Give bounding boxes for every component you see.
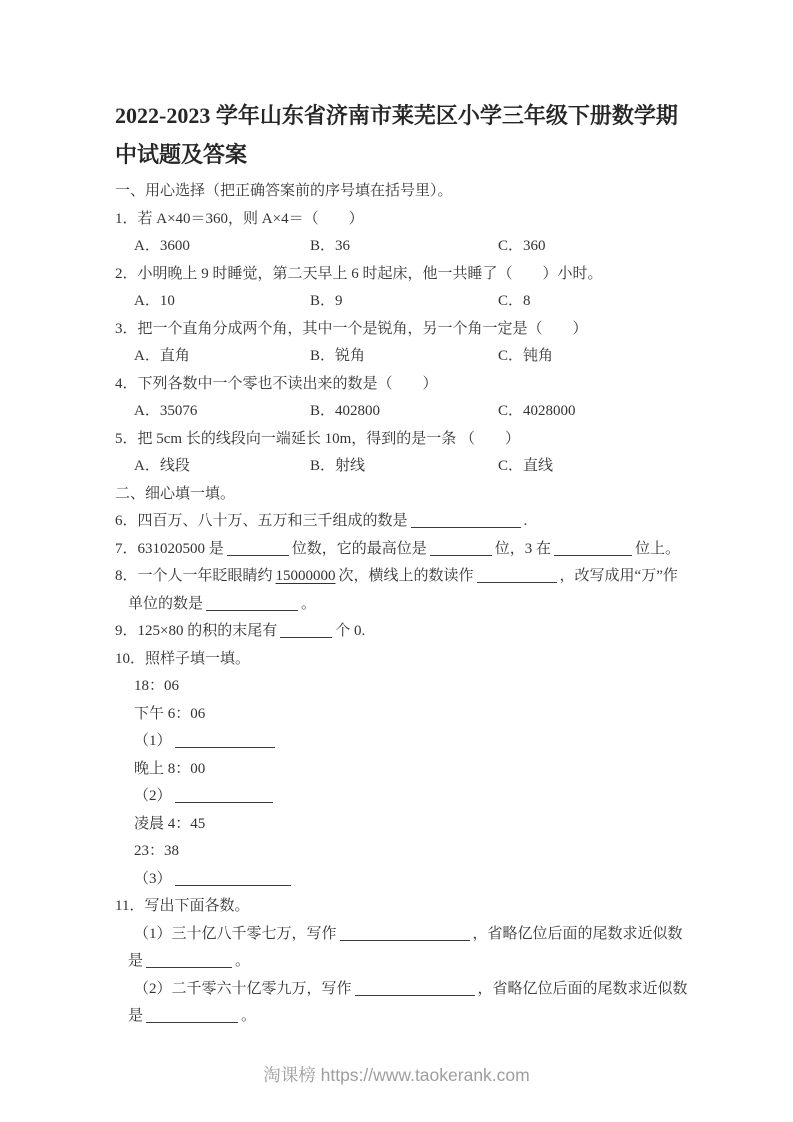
answer-blank: [280, 621, 332, 638]
footer-watermark: 淘课榜 https://www.taokerank.com: [263, 1065, 530, 1085]
question-1-options: [115, 233, 691, 261]
option-b: B．锐角: [310, 348, 366, 364]
question-10-blank-1: （1）: [115, 728, 691, 756]
option-c: C．直线: [498, 458, 554, 474]
option-a: A．35076: [134, 403, 198, 419]
answer-blank: [175, 869, 291, 886]
option-a: A．直角: [134, 348, 190, 364]
question-4-text: 4．下列各数中一个零也不读出来的数是（ ）: [115, 375, 438, 392]
answer-blank: [175, 786, 273, 803]
section1-heading: 一、用心选择（把正确答案前的序号填在括号里）。: [115, 183, 453, 199]
question-10-time: 18：06: [134, 678, 180, 694]
answer-blank: [175, 731, 275, 748]
question-5-options: [115, 453, 691, 481]
question-8-line1: 8．一个人一年眨眼睛约 15000000 次，横线上的数读作 ，改写成用“万”作: [115, 568, 678, 584]
question-10-blank-3: （3）: [115, 866, 691, 894]
question-10-time: 下午 6：06: [134, 705, 206, 722]
question-3-text: 3．把一个直角分成两个角，其中一个是锐角，另一个角一定是（ ）: [115, 320, 588, 337]
answer-blank: [355, 979, 475, 996]
answer-blank: [146, 1006, 238, 1023]
option-b: B．36: [310, 238, 351, 254]
question-8-text: 8．一个人一年眨眼睛约: [115, 568, 273, 584]
question-8-line2: 单位的数是 。: [128, 595, 317, 612]
question-1-text: 1．若 A×40＝360，则 A×4＝（ ）: [115, 210, 364, 227]
question-5-text: 5．把 5cm 长的线段向一端延长 10m，得到的是一条 （ ）: [115, 430, 520, 447]
question-6-text-end: .: [523, 513, 528, 529]
answer-blank: [227, 539, 289, 556]
underlined-number: 15000000: [275, 568, 336, 584]
answer-blank: [430, 539, 492, 556]
answer-blank: [411, 511, 521, 528]
option-a: A．10: [134, 293, 175, 309]
question-4-options: [115, 398, 691, 426]
option-c: C．钝角: [498, 348, 554, 364]
section2-heading: 二、细心填一填。: [115, 485, 236, 502]
page-title: 2022-2023 学年山东省济南市莱芜区小学三年级下册数学期中试题及答案: [115, 103, 678, 167]
question-7: 7．631020500 是 位数，它的最高位是 位，3 在 位上。: [115, 540, 681, 557]
option-c: C．360: [498, 238, 546, 254]
question-3-options: [115, 343, 691, 371]
option-b: B．9: [310, 293, 343, 309]
question-11-part1-line1: （1）三十亿八千零七万，写作 ，省略亿位后面的尾数求近似数: [134, 925, 683, 942]
answer-blank: [206, 594, 298, 611]
question-2-text: 2．小明晚上 9 时睡觉，第二天早上 6 时起床，他一共睡了（ ）小时。: [115, 265, 603, 282]
document-content: [115, 96, 691, 1031]
option-a: A．3600: [134, 238, 190, 254]
answer-blank: [477, 566, 557, 583]
question-11-part2-line1: （2）二千零六十亿零九万，写作 ，省略亿位后面的尾数求近似数: [134, 980, 688, 997]
question-10-blank-2: （2）: [115, 783, 691, 811]
answer-blank: [340, 924, 470, 941]
question-10-time: 晚上 8：00: [134, 760, 206, 777]
question-6-text: 6．四百万、八十万、五万和三千组成的数是: [115, 513, 408, 529]
question-6: [115, 508, 691, 536]
option-c: C．8: [498, 293, 531, 309]
option-b: B．402800: [310, 403, 381, 419]
question-9: 9．125×80 的积的末尾有 个 0.: [115, 623, 366, 639]
question-10-time: 23：38: [134, 843, 180, 859]
question-10-time: 凌晨 4：45: [134, 815, 206, 832]
answer-blank: [554, 539, 632, 556]
option-b: B．射线: [310, 458, 366, 474]
answer-blank: [146, 951, 232, 968]
question-11-part1-line2: 是 。: [128, 953, 251, 969]
question-11-text: 11．写出下面各数。: [115, 898, 250, 914]
question-11-part2-line2: 是 。: [128, 1008, 257, 1024]
question-2-options: [115, 288, 691, 316]
question-9-text: 9．125×80 的积的末尾有: [115, 623, 278, 639]
question-7-text: 7．631020500 是: [115, 540, 224, 557]
option-a: A．线段: [134, 458, 190, 474]
option-c: C．4028000: [498, 403, 576, 419]
question-10-text: 10．照样子填一填。: [115, 650, 251, 667]
